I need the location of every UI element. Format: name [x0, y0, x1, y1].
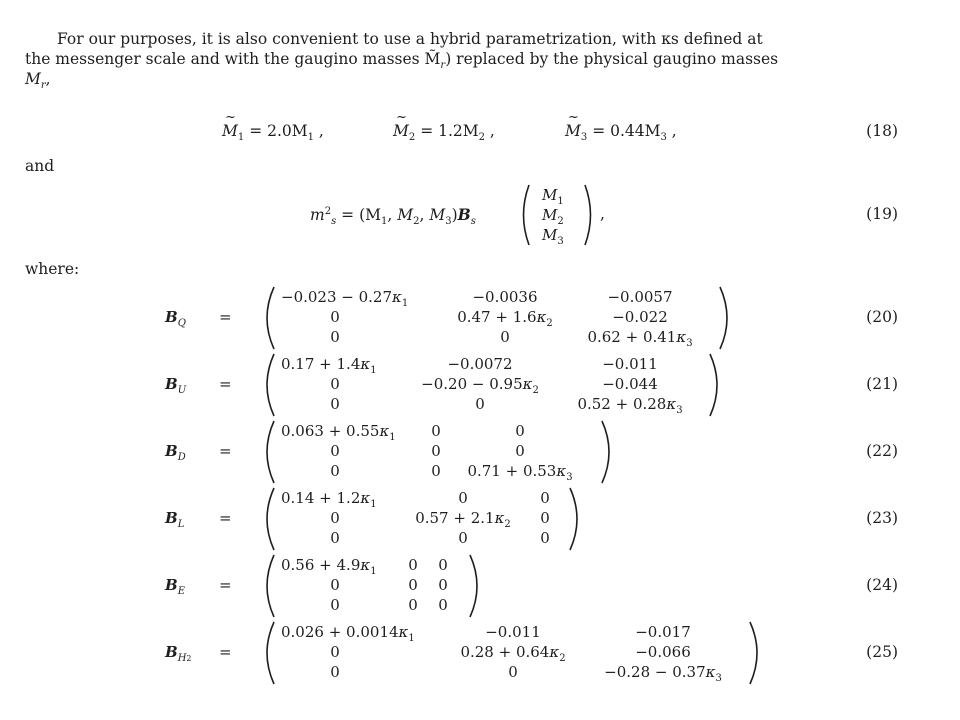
- matrix-right-paren: [718, 286, 734, 350]
- matrix-cell: $0.063 + 0.55\kappa_1$: [281, 422, 396, 443]
- matrix-cell: −0.066: [635, 643, 691, 661]
- intro-line-2: the messenger scale and with the gaugino masses $M̃_r$) replaced by the physical gaugino masses: [25, 50, 779, 72]
- matrix-cell: $0.52 + 0.28\kappa_3$: [577, 395, 683, 416]
- matrix-cell: 0: [330, 529, 340, 547]
- matrix-label-h2: $B_{H2}$: [165, 643, 192, 664]
- matrix-eq-number: (24): [866, 576, 898, 594]
- matrix-right-paren: [708, 353, 724, 417]
- matrix-left-paren: [260, 353, 276, 417]
- eq19-vector-1: $M_1$: [542, 186, 564, 207]
- matrix-left-paren: [260, 286, 276, 350]
- matrix-cell: 0: [438, 596, 448, 614]
- eq19-lhs-rhs: $m^2_s = (M_1$, $M_2$, $M_3)B_s$: [310, 205, 476, 228]
- matrix-eq-number: (25): [866, 643, 898, 661]
- matrix-cell: 0: [330, 328, 340, 346]
- matrix-cell: −0.0036: [472, 288, 538, 306]
- matrix-left-paren: [260, 621, 276, 685]
- matrix-right-paren: [568, 487, 584, 551]
- intro-line-3: $M_r$,: [25, 70, 51, 92]
- matrix-cell: −0.044: [602, 375, 658, 393]
- matrix-cell: 0: [431, 422, 441, 440]
- matrix-cell: 0: [330, 509, 340, 527]
- matrix-label-e: $B_E$: [165, 576, 185, 597]
- matrix-equals: =: [219, 509, 232, 527]
- eq18-term-1: ~ $M_1 = 2.0M_1$ ,: [222, 122, 324, 140]
- matrix-eq-number: (21): [866, 375, 898, 393]
- eq19-left-paren: [517, 184, 531, 246]
- matrix-label-l: $B_L$: [165, 509, 185, 530]
- matrix-cell: $0.56 + 4.9\kappa_1$: [281, 556, 377, 577]
- matrix-cell: $0.71 + 0.53\kappa_3$: [467, 462, 573, 483]
- matrix-cell: −0.0057: [607, 288, 673, 306]
- matrix-cell: $0.47 + 1.6\kappa_2$: [457, 308, 553, 329]
- matrix-cell: $0.62 + 0.41\kappa_3$: [587, 328, 693, 349]
- matrix-right-paren: [468, 554, 484, 618]
- matrix-eq-number: (22): [866, 442, 898, 460]
- matrix-cell: 0: [500, 328, 510, 346]
- matrix-cell: $-0.023 - 0.27\kappa_1$: [281, 288, 409, 309]
- matrix-cell: $0.28 + 0.64\kappa_2$: [460, 643, 566, 664]
- matrix-cell: 0: [330, 576, 340, 594]
- matrix-equals: =: [219, 308, 232, 326]
- matrix-cell: $0.14 + 1.2\kappa_1$: [281, 489, 377, 510]
- matrix-cell: 0: [408, 596, 418, 614]
- word-where: where:: [25, 260, 80, 278]
- matrix-cell: 0: [515, 422, 525, 440]
- intro-line-1: For our purposes, it is also convenient to use a hybrid parametrization, with κs defined at: [57, 30, 763, 48]
- matrix-cell: 0: [330, 596, 340, 614]
- matrix-right-paren: [600, 420, 616, 484]
- matrix-cell: $0.57 + 2.1\kappa_2$: [415, 509, 511, 530]
- matrix-cell: $-0.28 - 0.37\kappa_3$: [604, 663, 722, 684]
- matrix-cell: 0: [330, 375, 340, 393]
- matrix-cell: 0: [515, 442, 525, 460]
- eq18-number: (18): [866, 122, 898, 140]
- matrix-eq-number: (23): [866, 509, 898, 527]
- matrix-cell: 0: [475, 395, 485, 413]
- eq19-comma: ,: [600, 205, 605, 223]
- matrix-cell: 0: [438, 556, 448, 574]
- matrix-cell: 0: [330, 663, 340, 681]
- matrix-eq-number: (20): [866, 308, 898, 326]
- word-and: and: [25, 157, 55, 175]
- matrix-label-q: $B_Q$: [165, 308, 186, 329]
- matrix-equals: =: [219, 442, 232, 460]
- matrix-cell: 0: [408, 576, 418, 594]
- matrix-label-d: $B_D$: [165, 442, 186, 463]
- matrix-cell: 0: [458, 489, 468, 507]
- matrix-left-paren: [260, 554, 276, 618]
- matrix-cell: −0.011: [485, 623, 541, 641]
- matrix-cell: 0: [540, 529, 550, 547]
- matrix-left-paren: [260, 487, 276, 551]
- matrix-equals: =: [219, 643, 232, 661]
- matrix-cell: 0: [330, 395, 340, 413]
- intro-paragraph: [25, 29, 899, 92]
- matrix-cell: 0: [508, 663, 518, 681]
- matrix-cell: 0: [431, 442, 441, 460]
- matrix-cell: 0: [540, 489, 550, 507]
- matrix-cell: $0.026 + 0.0014\kappa_1$: [281, 623, 415, 644]
- eq19-vector-3: $M_3$: [542, 226, 564, 247]
- eq18-term-3: ~ $M_3 = 0.44M_3$ ,: [565, 122, 677, 140]
- eq18-term-2: ~ $M_2 = 1.2M_2$ ,: [393, 122, 495, 140]
- matrix-equals: =: [219, 375, 232, 393]
- matrix-label-u: $B_U$: [165, 375, 187, 396]
- matrix-cell: 0: [330, 643, 340, 661]
- matrix-cell: 0: [431, 462, 441, 480]
- matrix-cell: 0: [330, 308, 340, 326]
- matrix-cell: $-0.20 - 0.95\kappa_2$: [421, 375, 539, 396]
- eq19-number: (19): [866, 205, 898, 223]
- matrix-cell: −0.022: [612, 308, 668, 326]
- matrix-cell: 0: [540, 509, 550, 527]
- matrix-equals: =: [219, 576, 232, 594]
- matrix-cell: $0.17 + 1.4\kappa_1$: [281, 355, 377, 376]
- matrix-cell: −0.017: [635, 623, 691, 641]
- matrix-cell: 0: [408, 556, 418, 574]
- eq19-right-paren: [583, 184, 597, 246]
- matrix-cell: −0.011: [602, 355, 658, 373]
- matrix-cell: 0: [438, 576, 448, 594]
- matrix-left-paren: [260, 420, 276, 484]
- matrix-cell: −0.0072: [447, 355, 513, 373]
- matrix-right-paren: [748, 621, 764, 685]
- matrix-cell: 0: [330, 462, 340, 480]
- matrix-cell: 0: [330, 442, 340, 460]
- matrix-cell: 0: [458, 529, 468, 547]
- eq19-vector-2: $M_2$: [542, 206, 564, 227]
